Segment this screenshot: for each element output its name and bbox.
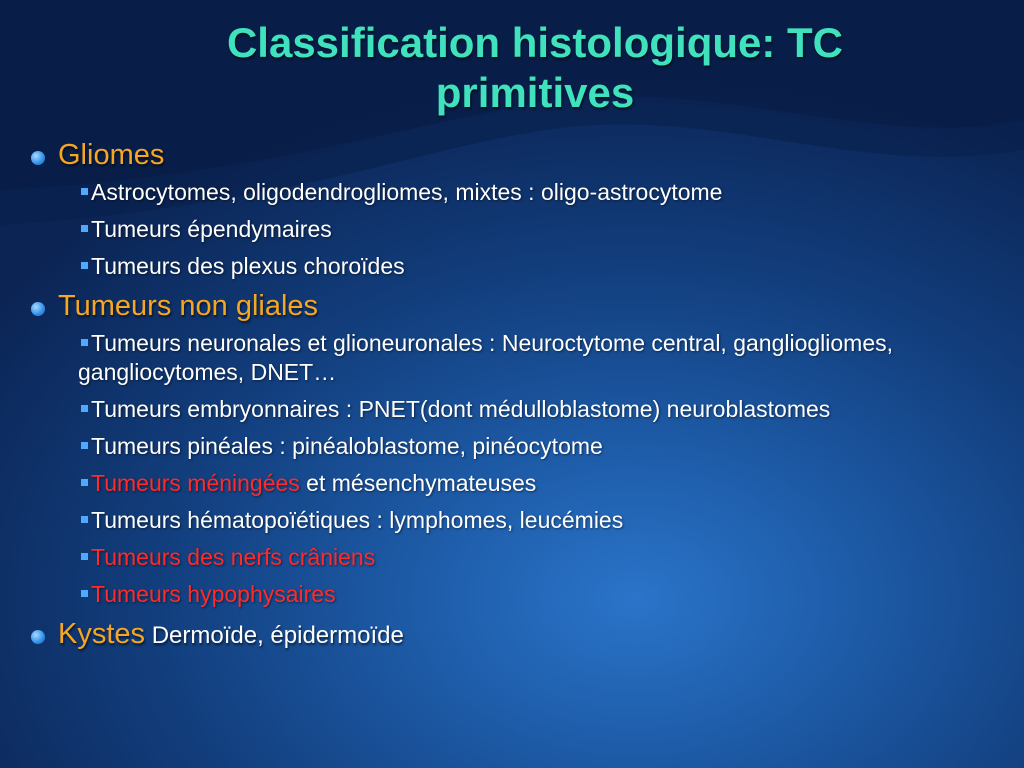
bullet-dot-icon: [31, 630, 45, 644]
sub-bullet-text: Tumeurs embryonnaires : PNET(dont médulloblastome) neuroblastomes: [91, 396, 831, 422]
sub-bullet: [78, 329, 998, 387]
heading-tumeurs-non-gliales: Tumeurs non gliales: [58, 290, 319, 322]
bullet-tumeurs-non-gliales: [28, 289, 998, 323]
square-bullet-icon: [81, 553, 88, 560]
square-bullet-icon: [81, 339, 88, 346]
sub-bullet: [78, 580, 998, 609]
sub-bullet: [78, 395, 998, 424]
bullet-dot-icon: [31, 151, 45, 165]
bullet-dot-icon: [31, 302, 45, 316]
slide-title: Classification histologique: TC primitives: [226, 19, 844, 116]
highlighted-text: Tumeurs hypophysaires: [91, 581, 336, 607]
sub-bullet: [78, 215, 998, 244]
square-bullet-icon: [81, 188, 88, 195]
sub-bullet-text: Tumeurs neuronales et glioneuronales : Neuroctytome central, gangliogliomes, gangliocytomes, DNET…: [78, 330, 894, 385]
sub-bullet: [78, 252, 998, 281]
sub-bullet-text: Tumeurs épendymaires: [91, 216, 332, 242]
square-bullet-icon: [81, 405, 88, 412]
sub-bullet-text: Tumeurs des plexus choroïdes: [91, 253, 405, 279]
sub-bullet-text: Tumeurs pinéales : pinéaloblastome, pinéocytome: [91, 433, 603, 459]
sub-bullet: [78, 469, 998, 498]
sub-bullet-text: Tumeurs hématopoïétiques : lymphomes, leucémies: [91, 507, 624, 533]
sub-bullet: [78, 178, 998, 207]
square-bullet-icon: [81, 225, 88, 232]
sub-bullet: [78, 543, 998, 572]
sub-bullet: [78, 432, 998, 461]
square-bullet-icon: [81, 516, 88, 523]
bullet-gliomes: [28, 138, 998, 172]
square-bullet-icon: [81, 479, 88, 486]
kystes-detail: Dermoïde, épidermoïde: [145, 622, 404, 649]
sub-bullet: [78, 506, 998, 535]
square-bullet-icon: [81, 262, 88, 269]
slide-body: [28, 134, 998, 659]
highlighted-text: Tumeurs des nerfs crâniens: [91, 544, 376, 570]
sub-bullet-text: Astrocytomes, oligodendrogliomes, mixtes : oligo-astrocytome: [91, 179, 723, 205]
highlighted-text: Tumeurs méningées: [91, 470, 300, 496]
square-bullet-icon: [81, 590, 88, 597]
square-bullet-icon: [81, 442, 88, 449]
sub-bullet-text: et mésenchymateuses: [299, 470, 537, 496]
bullet-kystes: [28, 617, 998, 653]
heading-kystes: Kystes: [58, 618, 146, 650]
heading-gliomes: Gliomes: [58, 139, 165, 171]
